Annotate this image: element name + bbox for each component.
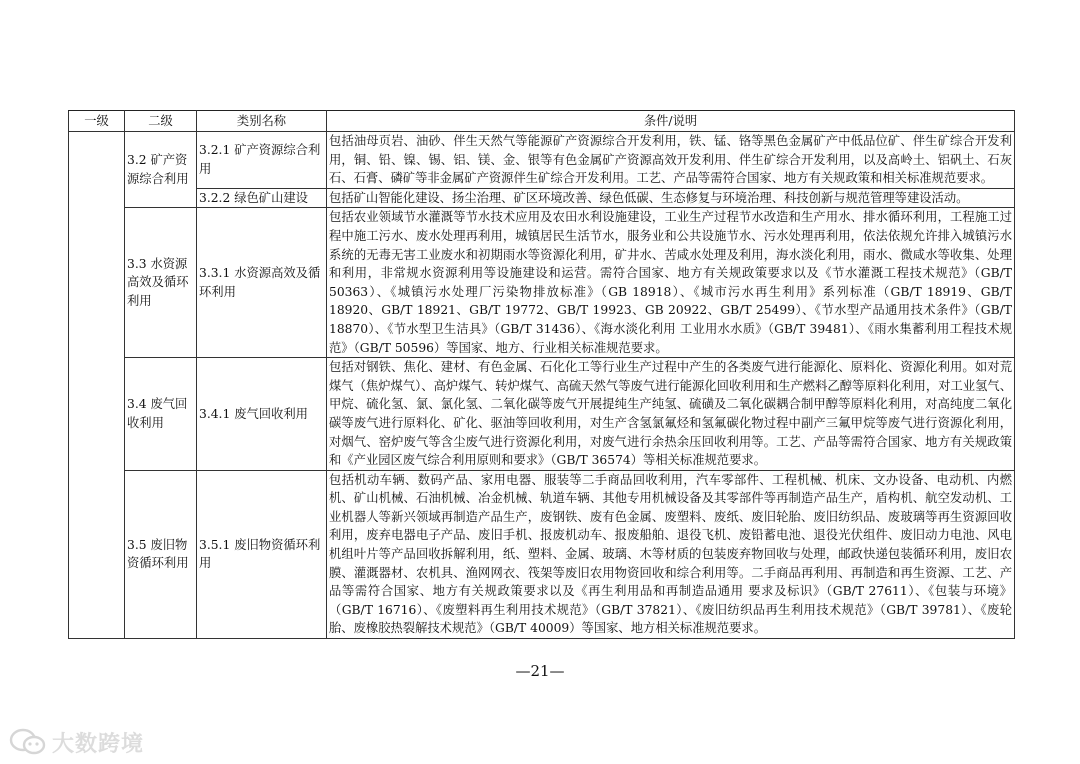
watermark-text: 大数跨境 — [52, 731, 145, 757]
category-cell: 3.2.1 矿产资源综合利用 — [197, 132, 327, 189]
table-row — [69, 358, 1015, 471]
table-header-row — [69, 111, 1015, 132]
level2-cell: 3.5 废旧物资循环利用 — [125, 470, 197, 638]
page-number: —21— — [515, 662, 565, 680]
watermark — [8, 726, 144, 758]
table-row — [69, 470, 1015, 638]
level1-cell — [69, 132, 125, 639]
category-cell: 3.4.1 废气回收利用 — [197, 358, 327, 471]
description-cell: 包括机动车辆、数码产品、家用电器、服装等二手商品回收利用，汽车零部件、工程机械、机床、文办设备、电动机、内燃机、矿山机械、石油机械、冶金机械、轨道车辆、其他专用机械设备及其零部件等再制造产品生产，盾构机、航空发动机、工业机器人等新兴领域再制造产品生产，废钢铁、废有色金属、废塑料、废纸、废旧轮胎、废旧纺织品、废玻璃等再生资源回收利用，废弃电器电子产品、废旧手机、报废机动车、报废船舶、退役飞机、废铅蓄电池、退役光伏组件、废旧动力电池、风电机组叶片等产品回收拆解利用，纸、塑料、金属、玻璃、木等材质的包装废弃物回收与处理，邮政快递包装循环利用，废旧农膜、灌溉器材、农机具、渔网网衣、筏架等废旧农用物资回收和综合利用等。二手商品再利用、再制造和再生资源、工艺、产品等需符合国家、地方有关规政策要求以及《再生利用品和再制造品通用 要求及标识》（GB/T 27611）、《包装与环境》（GB/T 16716）、《废塑料再生利用技术规范》（GB/T 37821）、《废旧纺织品再生利用技术规范》（GB/T 39781）、《废轮胎、废橡胶热裂解技术规范》（GB/T 40009）等国家、地方相关标准规范要求。 — [327, 470, 1015, 638]
header-level2: 二级 — [125, 111, 197, 132]
level2-cell: 3.4 废气回收利用 — [125, 358, 197, 471]
level2-cell: 3.3 水资源高效及循环利用 — [125, 208, 197, 358]
table-row — [69, 188, 1015, 208]
table-row — [69, 132, 1015, 189]
header-category: 类别名称 — [197, 111, 327, 132]
category-cell: 3.3.1 水资源高效及循环利用 — [197, 208, 327, 358]
category-cell: 3.5.1 废旧物资循环利用 — [197, 470, 327, 638]
description-cell: 包括油母页岩、油砂、伴生天然气等能源矿产资源综合开发利用，铁、锰、铬等黑色金属矿产中低品位矿、伴生矿综合开发利用，铜、铅、镍、锡、铝、镁、金、银等有色金属矿产资源高效开发利用、伴生矿综合开发利用，以及高岭土、铝矾土、石灰石、石膏、磷矿等非金属矿产资源伴生矿综合开发利用。工艺、产品等需符合国家、地方有关规政策和相关标准规范要求。 — [327, 132, 1015, 189]
description-cell: 包括农业领域节水灌溉等节水技术应用及农田水利设施建设，工业生产过程节水改造和生产用水、排水循环利用，工程施工过程中施工污水、废水处理再利用，城镇居民生活节水，服务业和公共设施节水、污水处理再利用，依法依规允许排入城镇污水系统的无毒无害工业废水和初期雨水等资源化利用，矿井水、苦咸水处理及利用，海水淡化利用，雨水、微咸水等收集、处理和利用，非常规水资源利用等设施建设和运营。需符合国家、地方有关规政策要求以及《节水灌溉工程技术规范》（GB/T 50363）、《城镇污水处理厂污染物排放标准》（GB 18918）、《城市污水再生利用》系列标准（GB/T 18919、GB/T 18920、GB/T 18921、GB/T 19772、GB/T 19923、GB 20922、GB/T 25499）、《节水型产品通用技术条件》（GB/T 18870）、《节水型卫生洁具》（GB/T 31436）、《海水淡化利用 工业用水水质》（GB/T 39481）、《雨水集蓄利用工程技术规范》（GB/T 50596）等国家、地方、行业相关标准规范要求。 — [327, 208, 1015, 358]
description-cell: 包括对钢铁、焦化、建材、有色金属、石化化工等行业生产过程中产生的各类废气进行能源化、原料化、资源化利用。如对荒煤气（焦炉煤气）、高炉煤气、转炉煤气、高硫天然气等废气进行能源化回收利用和生产燃料乙醇等原料化利用，对工业氢气、甲烷、硫化氢、氯、氯化氢、二氧化碳等废气开展提纯生产纯氢、硫磺及二氧化碳耦合制甲醇等原料化利用，对高纯度二氧化碳等废气进行原料化、矿化、驱油等回收利用，对生产含氢氯氟烃和氢氟碳化物过程中副产三氟甲烷等废气进行资源化利用，对烟气、窑炉废气等含尘废气进行资源化利用，对废气进行余热余压回收利用等。工艺、产品等需符合国家、地方有关规政策和《产业园区废气综合利用原则和要求》（GB/T 36574）等相关标准规范要求。 — [327, 358, 1015, 471]
catalog-table — [68, 110, 1015, 639]
header-level1: 一级 — [69, 111, 125, 132]
category-cell: 3.2.2 绿色矿山建设 — [197, 188, 327, 208]
table-row — [69, 208, 1015, 358]
header-conditions: 条件/说明 — [327, 111, 1015, 132]
level2-cell: 3.2 矿产资源综合利用 — [125, 132, 197, 208]
description-cell: 包括矿山智能化建设、扬尘治理、矿区环境改善、绿色低碳、生态修复与环境治理、科技创新与规范管理等建设活动。 — [327, 188, 1015, 208]
wechat-bubble-icon — [8, 727, 48, 757]
